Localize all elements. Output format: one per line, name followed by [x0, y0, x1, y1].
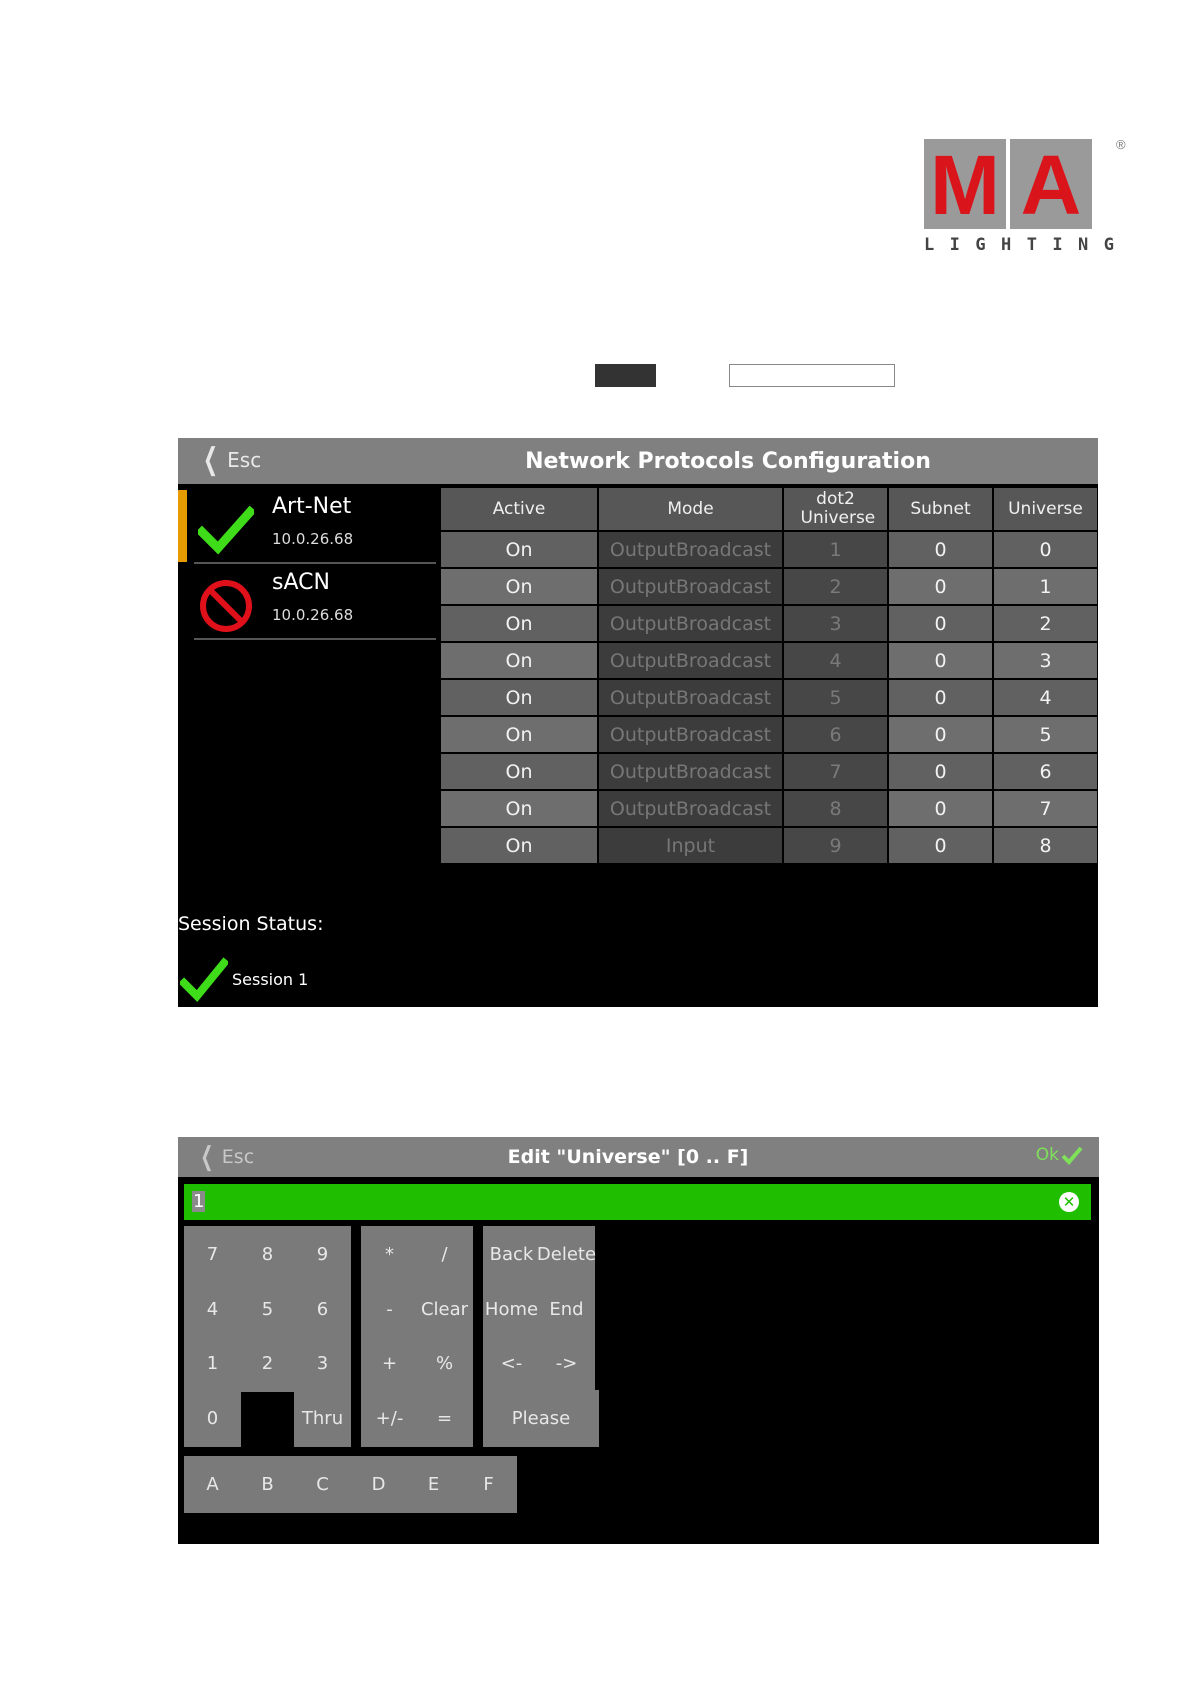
table-row: [441, 532, 1097, 567]
selected-indicator: [178, 490, 187, 562]
universe-table: [441, 488, 1097, 865]
cell-active[interactable]: On: [441, 791, 597, 826]
logo-char: T: [1026, 235, 1037, 255]
logo-a-box: [1010, 138, 1092, 232]
column-header-active: Active: [441, 488, 597, 530]
cell-dot2-universe[interactable]: 9: [784, 828, 887, 863]
key-button[interactable]: E: [405, 1456, 462, 1513]
cell-universe[interactable]: 3: [994, 643, 1097, 678]
protocol-item-artnet[interactable]: [194, 488, 436, 564]
ma-lighting-logo: [924, 139, 1124, 259]
esc-label: Esc: [221, 1146, 255, 1168]
protocol-ip: 10.0.26.68: [272, 530, 354, 548]
key-button[interactable]: Please: [483, 1390, 599, 1447]
cell-mode[interactable]: OutputBroadcast: [599, 754, 782, 789]
cell-subnet[interactable]: 0: [889, 754, 992, 789]
key-button[interactable]: 0: [184, 1390, 241, 1447]
column-header-universe: Universe: [994, 488, 1097, 530]
checkmark-icon: [1061, 1145, 1083, 1165]
cell-active[interactable]: On: [441, 532, 597, 567]
session-name: Session 1: [232, 970, 309, 989]
column-header-mode: Mode: [599, 488, 782, 530]
protocol-name: Art-Net: [272, 494, 352, 519]
logo-letter-a: A: [1020, 138, 1082, 232]
table-row: [441, 828, 1097, 863]
edit-universe-screen: [178, 1137, 1099, 1544]
checkmark-icon: [180, 957, 228, 1003]
cell-dot2-universe[interactable]: 5: [784, 680, 887, 715]
cell-active[interactable]: On: [441, 680, 597, 715]
page-title: Edit "Universe" [0 .. F]: [507, 1146, 749, 1168]
key-button[interactable]: +/-: [361, 1390, 418, 1447]
key-button[interactable]: 2: [239, 1335, 296, 1392]
ok-button[interactable]: [1036, 1145, 1083, 1165]
table-row: [441, 754, 1097, 789]
cell-mode[interactable]: OutputBroadcast: [599, 606, 782, 641]
cell-mode[interactable]: OutputBroadcast: [599, 532, 782, 567]
key-button[interactable]: *: [361, 1226, 418, 1283]
title-bar: [178, 1137, 1099, 1177]
key-button[interactable]: -: [361, 1281, 418, 1338]
cell-universe[interactable]: 5: [994, 717, 1097, 752]
key-button[interactable]: Clear: [416, 1281, 473, 1338]
logo-char: N: [1078, 235, 1089, 255]
clear-input-icon[interactable]: ✕: [1059, 1192, 1079, 1212]
cell-universe[interactable]: 0: [994, 532, 1097, 567]
key-button[interactable]: B: [239, 1456, 296, 1513]
cell-active[interactable]: On: [441, 828, 597, 863]
cell-universe[interactable]: 1: [994, 569, 1097, 604]
cell-active[interactable]: On: [441, 754, 597, 789]
table-row: [441, 606, 1097, 641]
key-button[interactable]: /: [416, 1226, 473, 1283]
table-row: [441, 680, 1097, 715]
network-protocols-screen: [178, 438, 1098, 1007]
inline-button-image: [595, 364, 656, 387]
logo-lighting-text: [924, 235, 1114, 255]
cell-subnet[interactable]: 0: [889, 643, 992, 678]
key-button[interactable]: Back: [483, 1226, 540, 1283]
logo-char: I: [949, 235, 960, 255]
key-button[interactable]: End: [538, 1281, 595, 1338]
cell-active[interactable]: On: [441, 606, 597, 641]
column-header-label: dot2 Universe: [800, 489, 876, 528]
protocol-item-sacn[interactable]: [194, 564, 436, 640]
key-button[interactable]: 1: [184, 1335, 241, 1392]
key-button[interactable]: %: [416, 1335, 473, 1392]
cell-mode[interactable]: OutputBroadcast: [599, 680, 782, 715]
prohibited-icon: [198, 578, 254, 634]
chevron-left-icon: ❮: [203, 442, 219, 477]
logo-char: L: [924, 235, 935, 255]
key-button[interactable]: 6: [294, 1281, 351, 1338]
cell-active[interactable]: On: [441, 569, 597, 604]
cell-subnet[interactable]: 0: [889, 606, 992, 641]
title-bar: [178, 438, 1098, 484]
key-button[interactable]: 9: [294, 1226, 351, 1283]
input-value: 1: [193, 1191, 205, 1212]
cell-mode[interactable]: OutputBroadcast: [599, 717, 782, 752]
logo-letter-m: M: [930, 138, 1000, 232]
key-button[interactable]: =: [416, 1390, 473, 1447]
cell-mode[interactable]: OutputBroadcast: [599, 643, 782, 678]
key-button[interactable]: F: [460, 1456, 517, 1513]
cell-active[interactable]: On: [441, 643, 597, 678]
cell-dot2-universe[interactable]: 3: [784, 606, 887, 641]
logo-char: H: [1001, 235, 1012, 255]
cell-active[interactable]: On: [441, 717, 597, 752]
cell-subnet[interactable]: 0: [889, 680, 992, 715]
protocol-name: sACN: [272, 570, 330, 595]
key-button[interactable]: ->: [538, 1335, 595, 1392]
cell-universe[interactable]: 2: [994, 606, 1097, 641]
key-button[interactable]: Home: [483, 1281, 540, 1338]
cell-dot2-universe[interactable]: 7: [784, 754, 887, 789]
logo-char: I: [1052, 235, 1063, 255]
cell-subnet[interactable]: 0: [889, 791, 992, 826]
registered-mark: ®: [1116, 137, 1126, 152]
key-button[interactable]: C: [294, 1456, 351, 1513]
cell-subnet[interactable]: 0: [889, 828, 992, 863]
logo-char: G: [1103, 235, 1114, 255]
table-row: [441, 643, 1097, 678]
cell-dot2-universe[interactable]: 2: [784, 569, 887, 604]
logo-m-box: [924, 138, 1006, 232]
logo-char: G: [975, 235, 986, 255]
cell-universe[interactable]: 4: [994, 680, 1097, 715]
cell-universe[interactable]: 7: [994, 791, 1097, 826]
key-button[interactable]: D: [350, 1456, 407, 1513]
table-row: [441, 791, 1097, 826]
cell-dot2-universe[interactable]: 6: [784, 717, 887, 752]
cell-mode[interactable]: OutputBroadcast: [599, 569, 782, 604]
cell-universe[interactable]: 6: [994, 754, 1097, 789]
key-button[interactable]: <-: [483, 1335, 540, 1392]
table-row: [441, 569, 1097, 604]
chevron-left-icon: ❮: [200, 1142, 214, 1172]
column-header-subnet: Subnet: [889, 488, 992, 530]
cell-subnet[interactable]: 0: [889, 717, 992, 752]
key-button[interactable]: +: [361, 1335, 418, 1392]
esc-button[interactable]: [198, 442, 262, 477]
inline-field-image: [729, 364, 895, 387]
table-header: [441, 488, 1097, 530]
key-button[interactable]: 8: [239, 1226, 296, 1283]
key-button[interactable]: Thru: [294, 1390, 351, 1447]
cell-subnet[interactable]: 0: [889, 532, 992, 567]
cell-mode[interactable]: Input: [599, 828, 782, 863]
protocol-ip: 10.0.26.68: [272, 606, 354, 624]
cell-dot2-universe[interactable]: 4: [784, 643, 887, 678]
key-button[interactable]: Delete: [538, 1226, 595, 1283]
cell-dot2-universe[interactable]: 8: [784, 791, 887, 826]
key-button[interactable]: 4: [184, 1281, 241, 1338]
cell-dot2-universe[interactable]: 1: [784, 532, 887, 567]
session-status-label: Session Status:: [178, 913, 324, 935]
page-title: Network Protocols Configuration: [525, 449, 931, 474]
key-button[interactable]: A: [184, 1456, 241, 1513]
cell-universe[interactable]: 8: [994, 828, 1097, 863]
esc-label: Esc: [227, 448, 262, 472]
ok-label: Ok: [1035, 1145, 1059, 1165]
cell-subnet[interactable]: 0: [889, 569, 992, 604]
esc-button[interactable]: [196, 1142, 254, 1172]
checkmark-icon: [198, 502, 254, 558]
table-row: [441, 717, 1097, 752]
key-button[interactable]: 7: [184, 1226, 241, 1283]
key-button[interactable]: 3: [294, 1335, 351, 1392]
column-header-dot2-universe: [784, 488, 887, 530]
key-button[interactable]: 5: [239, 1281, 296, 1338]
value-input[interactable]: [184, 1184, 1091, 1220]
cell-mode[interactable]: OutputBroadcast: [599, 791, 782, 826]
